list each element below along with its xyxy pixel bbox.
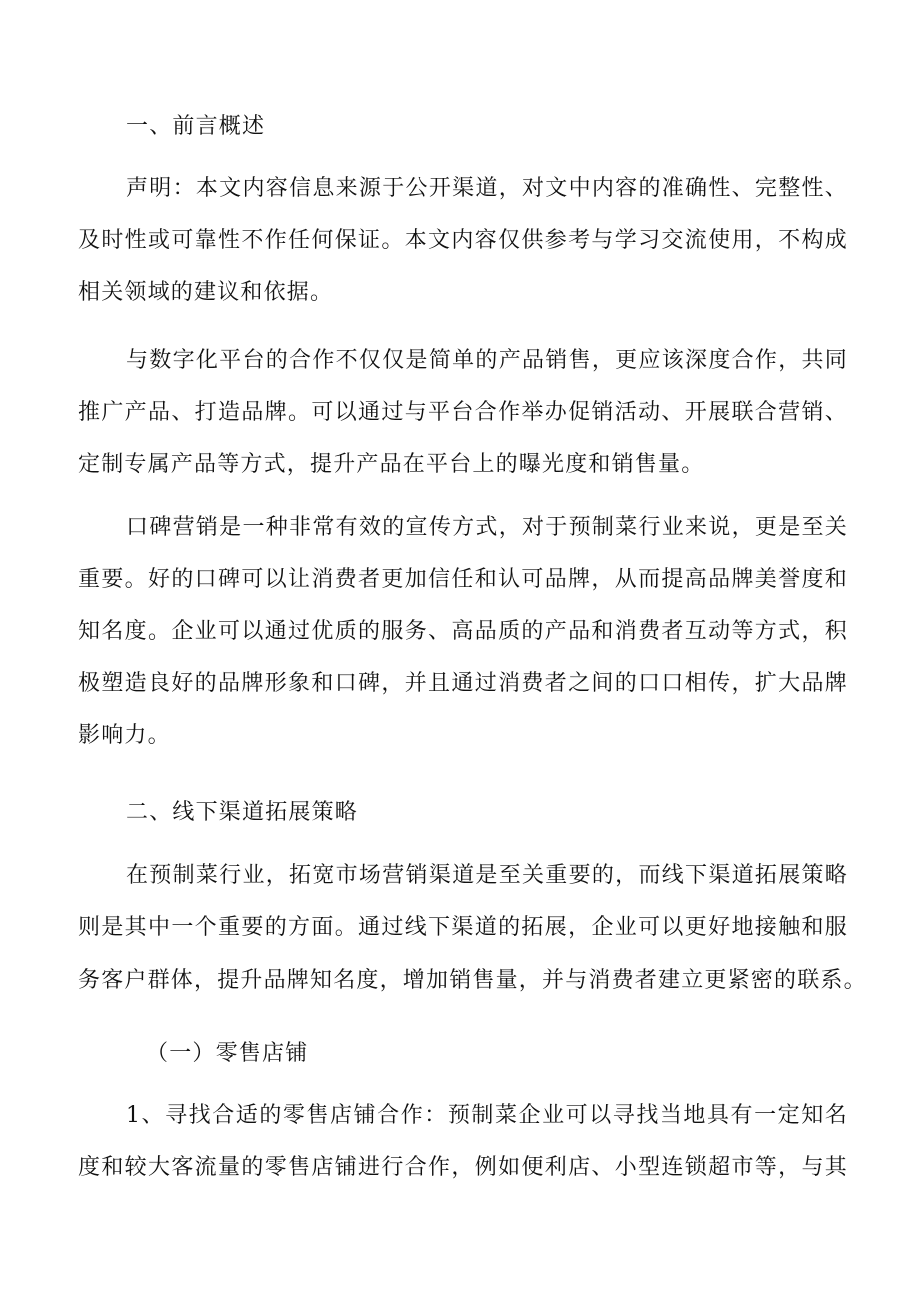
paragraph-line: 度和较大客流量的零售店铺进行合作，例如便利店、小型连锁超市等，与其 xyxy=(78,1155,848,1180)
paragraph-line: 在预制菜行业，拓宽市场营销渠道是至关重要的，而线下渠道拓展策略 xyxy=(126,863,848,888)
paragraph-line: 推广产品、打造品牌。可以通过与平台合作举办促销活动、开展联合营销、 xyxy=(78,400,848,425)
paragraph-line: 极塑造良好的品牌形象和口碑，并且通过消费者之间的口口相传，扩大品牌 xyxy=(78,671,848,696)
section-heading-offline: 二、线下渠道拓展策略 xyxy=(126,800,359,825)
paragraph-line: 及时性或可靠性不作任何保证。本文内容仅供参考与学习交流使用，不构成 xyxy=(78,228,848,253)
paragraph-line: 务客户群体，提升品牌知名度，增加销售量，并与消费者建立更紧密的联系。 xyxy=(78,968,867,993)
paragraph-line: 重要。好的口碑可以让消费者更加信任和认可品牌，从而提高品牌美誉度和 xyxy=(78,567,848,592)
paragraph-line: 影响力。 xyxy=(78,723,171,748)
paragraph-line: 1、寻找合适的零售店铺合作：预制菜企业可以寻找当地具有一定知名 xyxy=(126,1103,848,1128)
paragraph-line: 与数字化平台的合作不仅仅是简单的产品销售，更应该深度合作，共同 xyxy=(126,348,848,373)
section-heading-preface: 一、前言概述 xyxy=(126,114,266,139)
paragraph-line: 声明：本文内容信息来源于公开渠道，对文中内容的准确性、完整性、 xyxy=(126,176,848,201)
paragraph-line: 则是其中一个重要的方面。通过线下渠道的拓展，企业可以更好地接触和服 xyxy=(78,915,848,940)
paragraph-line: 口碑营销是一种非常有效的宣传方式，对于预制菜行业来说，更是至关 xyxy=(126,515,848,540)
paragraph-line: 知名度。企业可以通过优质的服务、高品质的产品和消费者互动等方式，积 xyxy=(78,619,848,644)
subsection-heading-retail: （一）零售店铺 xyxy=(146,1041,309,1066)
paragraph-line: 定制专属产品等方式，提升产品在平台上的曝光度和销售量。 xyxy=(78,452,705,477)
paragraph-line: 相关领域的建议和依据。 xyxy=(78,280,334,305)
